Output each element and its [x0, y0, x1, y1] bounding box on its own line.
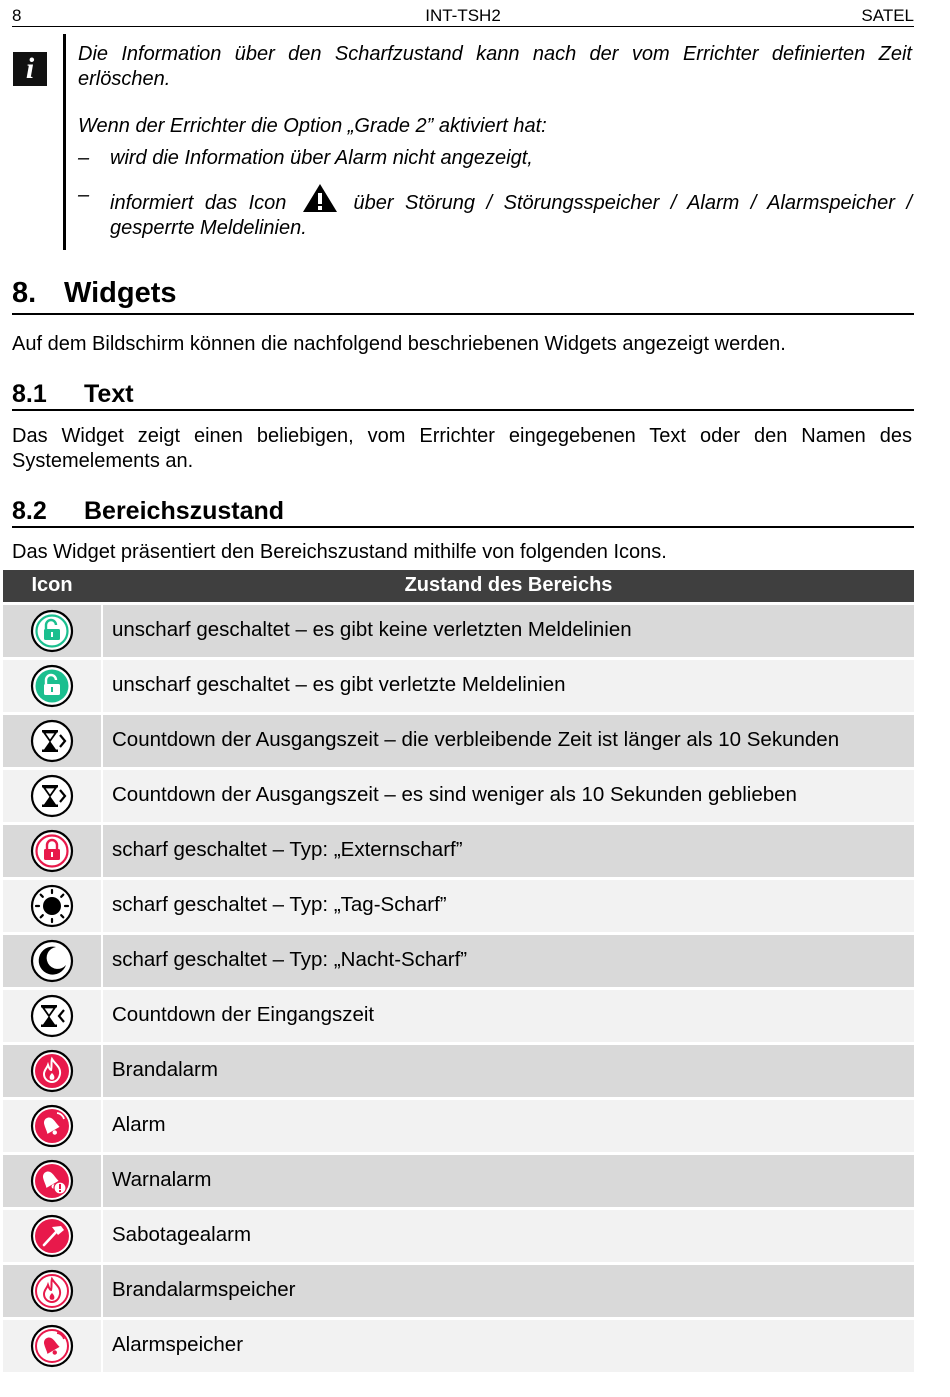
note-paragraph-1: Die Information über den Scharfzustand kann nach der vom Errichter definierten Zeit erlöschen. [78, 43, 912, 90]
section-8-intro: Auf dem Bildschirm können die nachfolgend beschriebenen Widgets angezeigt werden. [12, 333, 786, 355]
table-row [3, 1155, 914, 1207]
warning-icon [302, 183, 338, 213]
table-row [3, 825, 914, 877]
hourglass-exit-short-icon [30, 774, 74, 818]
table-header [3, 570, 914, 602]
note-paragraph-2: Wenn der Errichter die Option „Grade 2” aktiviert hat: [78, 115, 547, 137]
row-label: scharf geschaltet – Typ: „Externscharf” [112, 838, 463, 861]
column-header-icon: Icon [31, 574, 73, 596]
row-label: scharf geschaltet – Typ: „Tag-Scharf” [112, 893, 447, 916]
bell-warning-icon [30, 1159, 74, 1203]
table-row [3, 1265, 914, 1317]
hourglass-exit-long-icon [30, 719, 74, 763]
section-8-2-body: Das Widget präsentiert den Bereichszustand mithilfe von folgenden Icons. [12, 541, 667, 563]
row-label: Countdown der Eingangszeit [112, 1003, 375, 1026]
section-title: Text [84, 380, 134, 408]
row-label: Brandalarmspeicher [112, 1278, 296, 1301]
sun-icon [30, 884, 74, 928]
row-label: Alarm [112, 1113, 166, 1136]
unlock-filled-icon [30, 664, 74, 708]
row-label: unscharf geschaltet – es gibt verletzte Meldelinien [112, 673, 566, 696]
list-dash: – [78, 147, 90, 169]
icon-table [3, 605, 914, 1375]
section-8-2-heading [12, 497, 914, 528]
section-title: Bereichszustand [84, 497, 285, 525]
table-row [3, 715, 914, 767]
info-note [78, 42, 912, 241]
bell-memory-icon [30, 1324, 74, 1368]
table-row [3, 770, 914, 822]
section-number: 8.2 [12, 497, 47, 525]
row-label: Countdown der Ausgangszeit – es sind weniger als 10 Sekunden geblieben [112, 783, 797, 806]
section-title: Widgets [64, 277, 177, 309]
section-8-1-body: Das Widget zeigt einen beliebigen, vom Errichter eingegebenen Text oder den Namen des Systemelements an. [12, 425, 912, 472]
page-header [12, 4, 914, 27]
table-row [3, 990, 914, 1042]
note-item-1-text: wird die Information über Alarm nicht angezeigt, [110, 147, 533, 169]
moon-icon [30, 939, 74, 983]
table-row [3, 605, 914, 657]
note-item-2-after: über Störung / Störungsspeicher / Alarm / Alarmspeicher / gesperrte Meldelinien. [110, 192, 913, 239]
section-8-heading [12, 277, 914, 315]
lock-armed-icon [30, 829, 74, 873]
fire-memory-icon [30, 1269, 74, 1313]
note-list-item-1 [78, 146, 912, 171]
table-row [3, 1320, 914, 1372]
row-label: Warnalarm [112, 1168, 212, 1191]
fire-alarm-icon [30, 1049, 74, 1093]
page-number: 8 [12, 6, 22, 25]
section-number: 8. [12, 277, 37, 309]
note-item-2-before: informiert das Icon [110, 192, 287, 214]
bell-alarm-icon [30, 1104, 74, 1148]
info-icon: i [13, 52, 47, 86]
table-row [3, 935, 914, 987]
hammer-tamper-icon [30, 1214, 74, 1258]
table-row [3, 1210, 914, 1262]
table-row [3, 880, 914, 932]
brand-name: SATEL [861, 6, 914, 25]
row-label: Brandalarm [112, 1058, 218, 1081]
section-8-1-heading [12, 380, 914, 411]
table-row [3, 1100, 914, 1152]
row-label: Alarmspeicher [112, 1333, 244, 1356]
list-dash: – [78, 184, 90, 206]
hourglass-entry-icon [30, 994, 74, 1038]
table-row [3, 660, 914, 712]
row-label: unscharf geschaltet – es gibt keine verletzten Meldelinien [112, 618, 632, 641]
row-label: Sabotagealarm [112, 1223, 252, 1246]
note-divider [63, 34, 66, 250]
note-list-item-2 [78, 183, 912, 241]
row-label: Countdown der Ausgangszeit – die verbleibende Zeit ist länger als 10 Sekunden [112, 728, 840, 751]
column-header-state: Zustand des Bereichs [404, 574, 613, 596]
section-number: 8.1 [12, 380, 47, 408]
table-row [3, 1045, 914, 1097]
unlock-outline-icon [30, 609, 74, 653]
row-label: scharf geschaltet – Typ: „Nacht-Scharf” [112, 948, 468, 971]
document-title: INT-TSH2 [425, 6, 501, 25]
